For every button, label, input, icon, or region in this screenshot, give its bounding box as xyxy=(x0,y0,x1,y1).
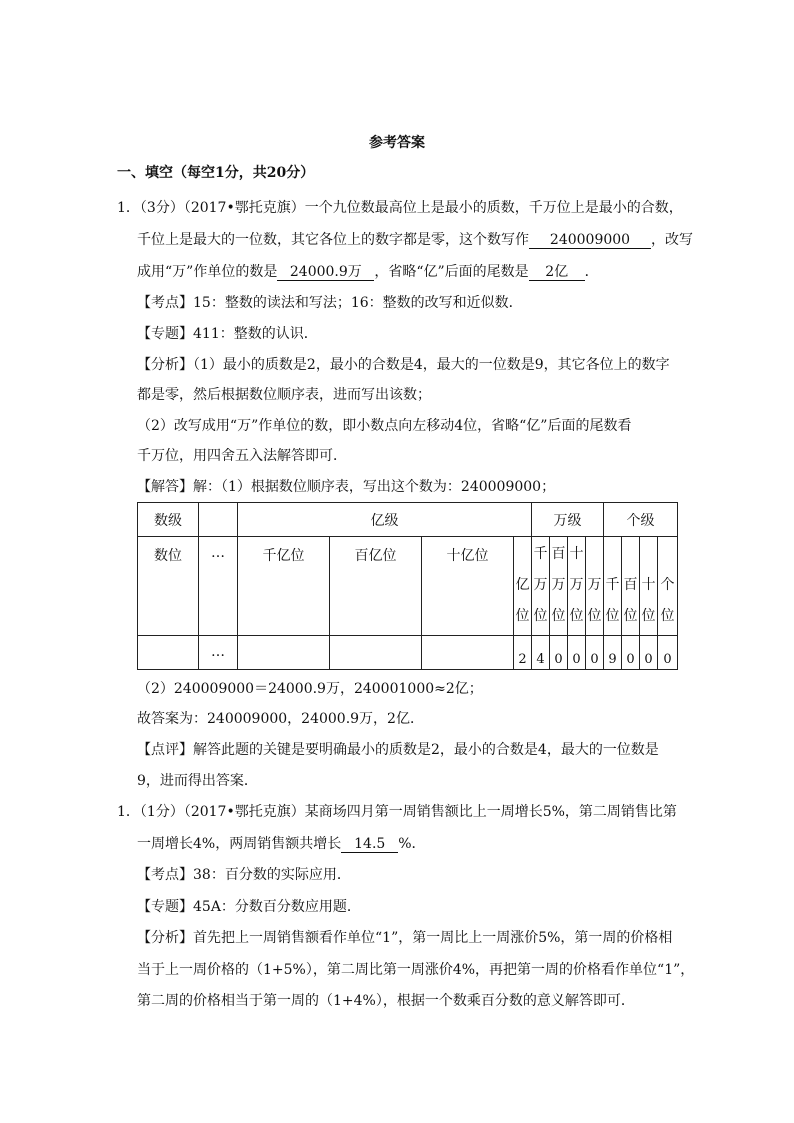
header-yiji: 亿级 xyxy=(238,503,532,537)
q2-zhuanti: 【专题】45A：分数百分数应用题． xyxy=(137,899,361,915)
q1-fenxi-line3: （2）改写成用“万”作单位的数，即小数点向左移动4位，省略“亿”后面的尾数看 xyxy=(137,418,632,434)
page-title: 参考答案 xyxy=(369,135,425,151)
col-yiwei: 亿位 xyxy=(514,537,532,636)
place-value-table xyxy=(137,502,678,670)
ellipsis-cell: … xyxy=(199,537,238,636)
col-shiyiwei: 十亿位 xyxy=(422,537,514,636)
digit-cell: 0 xyxy=(640,636,658,670)
row-empty xyxy=(330,636,422,670)
col-qianwanwei: 千万位 xyxy=(532,537,550,636)
q1-answer-blank-2: 24000.9万 xyxy=(277,265,374,281)
q1-stem-line2 xyxy=(137,231,693,249)
q1-answer-blank-3: 2亿 xyxy=(529,265,585,281)
q1-fenxi-line4: 千万位，用四舍五入法解答即可． xyxy=(137,448,347,464)
col-qianyiwei: 千亿位 xyxy=(238,537,330,636)
q2-fenxi-line3: 第二周的价格相当于第一周的（1+4%），根据一个数乘百分数的意义解答即可． xyxy=(137,993,635,1009)
q1-stem-text: 成用“万”作单位的数是 xyxy=(137,264,278,280)
row-empty xyxy=(138,636,199,670)
header-geji: 个级 xyxy=(604,503,678,537)
q1-stem-text: 千位上是最大的一位数，其它各位上的数字都是零，这个数写作 xyxy=(137,232,529,248)
q1-dianping-line2: 9，进而得出答案． xyxy=(137,773,258,789)
col-baiwei: 百位 xyxy=(622,537,640,636)
q1-fenxi-line1: 【分析】（1）最小的质数是2，最小的合数是4，最大的一位数是9，其它各位上的数字 xyxy=(137,357,670,373)
digit-cell: 0 xyxy=(622,636,640,670)
col-qianwei: 千位 xyxy=(604,537,622,636)
q1-stem-text: ． xyxy=(584,264,599,280)
ellipsis-cell: … xyxy=(199,636,238,670)
q2-stem-text: %． xyxy=(398,836,426,852)
col-shiwei: 十位 xyxy=(640,537,658,636)
col-baiyiwei: 百亿位 xyxy=(330,537,422,636)
digit-cell: 2 xyxy=(514,636,532,670)
q1-stem-text: ，省略“亿”后面的尾数是 xyxy=(374,264,529,280)
q1-jieda: 【解答】解：（1）根据数位顺序表，写出这个数为：240009000； xyxy=(137,479,556,495)
header-empty xyxy=(199,503,238,537)
q1-kaodian: 【考点】15：整数的读法和写法；16：整数的改写和近似数． xyxy=(137,295,523,311)
q2-fenxi-line1: 【分析】首先把上一周销售额看作单位“1”，第一周比上一周涨价5%，第一周的价格相 xyxy=(137,930,673,946)
q1-answer-blank-1: 240009000 xyxy=(529,233,651,249)
digit-cell: 0 xyxy=(550,636,568,670)
q1-step2: （2）240009000＝24000.9万，240001000≈2亿； xyxy=(137,681,483,697)
col-gewei: 个位 xyxy=(658,537,678,636)
q1-stem-text: ，改写 xyxy=(651,232,693,248)
section-heading: 一、填空（每空1分，共20分） xyxy=(117,165,315,181)
q2-stem-line1: 1．（1分）（2017•鄂托克旗）某商场四月第一周销售额比上一周增长5%，第二周销售比第 xyxy=(117,804,677,820)
digit-cell: 0 xyxy=(586,636,604,670)
q1-stem-line1: 1．（3分）（2017•鄂托克旗）一个九位数最高位上是最小的质数，千万位上是最小的合数， xyxy=(117,200,683,216)
header-wanji: 万级 xyxy=(532,503,604,537)
q1-answer-summary: 故答案为：240009000，24000.9万，2亿． xyxy=(137,711,424,727)
digit-cell: 9 xyxy=(604,636,622,670)
q2-stem-line2 xyxy=(137,835,426,853)
col-wanwei: 万位 xyxy=(586,537,604,636)
q2-stem-text: 一周增长4%，两周销售额共增长 xyxy=(137,836,342,852)
digit-cell: 4 xyxy=(532,636,550,670)
digit-cell: 0 xyxy=(658,636,678,670)
header-shuji: 数级 xyxy=(138,503,199,537)
q1-zhuanti: 【专题】411：整数的认识． xyxy=(137,326,318,342)
q2-fenxi-line2: 当于上一周价格的（1+5%），第二周比第一周涨价4%，再把第一周的价格看作单位“1”， xyxy=(137,962,695,978)
header-shuwei: 数位 xyxy=(138,537,199,636)
row-empty xyxy=(422,636,514,670)
q2-kaodian: 【考点】38：百分数的实际应用． xyxy=(137,867,351,883)
col-baiwanwei: 百万位 xyxy=(550,537,568,636)
q1-stem-line3 xyxy=(137,263,599,281)
q1-dianping-line1: 【点评】解答此题的关键是要明确最小的质数是2，最小的合数是4，最大的一位数是 xyxy=(137,742,659,758)
q2-answer-blank: 14.5 xyxy=(341,837,398,853)
digit-cell: 0 xyxy=(568,636,586,670)
col-shiwanwei: 十万位 xyxy=(568,537,586,636)
row-empty xyxy=(238,636,330,670)
q1-fenxi-line2: 都是零，然后根据数位顺序表，进而写出该数； xyxy=(137,387,431,403)
